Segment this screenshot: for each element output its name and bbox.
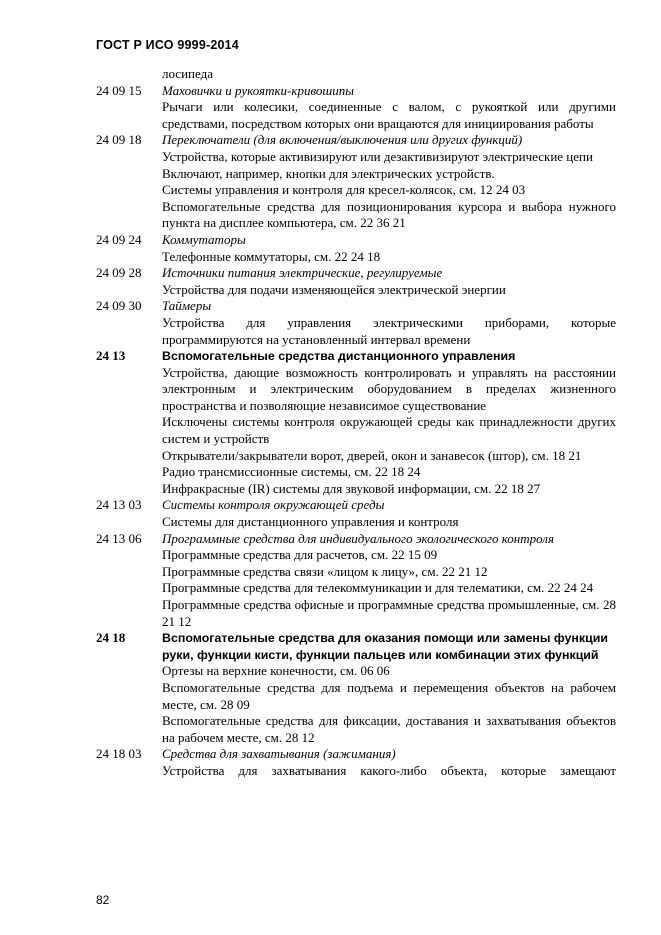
entry-code: 24 13 06 <box>96 530 142 546</box>
continuation-text: лосипеда <box>162 66 213 81</box>
entry-paragraph: Устройства для управления электрическими приборами, которые программируются на установленный интервал времени <box>162 314 616 347</box>
entry-paragraph: Рычаги или колесики, соединенные с валом, с рукояткой или другими средствами, посредством которых они вращаются для инициирования работы <box>162 99 616 131</box>
entry-240918 <box>96 132 616 232</box>
entry-240924 <box>96 232 616 265</box>
entry-code: 24 09 28 <box>96 265 142 281</box>
entry-240915 <box>96 83 616 133</box>
entry-paragraph: Системы управления и контроля для кресел-колясок, см. 12 24 03 <box>162 182 526 198</box>
entry-code: 24 13 03 <box>96 497 142 513</box>
entry-title: Вспомогательные средства для оказания помощи или замены функции руки, функции кисти, функции пальцев или комбинации этих функций <box>162 631 608 662</box>
page-number: 82 <box>96 893 110 907</box>
entry-paragraph: Устройства, дающие возможность контролировать и управлять на расстоянии электронным и электрическим оборудованием в пределах жизненного пространства и позволяющие независимое существование <box>162 364 616 413</box>
entry-code: 24 09 18 <box>96 132 142 148</box>
entry-code: 24 13 <box>96 348 126 364</box>
entry-paragraph: Ортезы на верхние конечности, см. 06 06 <box>162 663 390 679</box>
entry-paragraph: Устройства для захватывания какого-либо объекта, которые замещают <box>162 762 616 778</box>
entry-241803 <box>96 746 616 779</box>
entry-241303 <box>96 497 616 530</box>
entry-paragraph: Включают, например, кнопки для электрических устройств. <box>162 165 495 181</box>
entry-paragraph: Устройства для подачи изменяющейся электрической энергии <box>162 281 506 297</box>
entry-paragraph: Открыватели/закрыватели ворот, дверей, окон и занавесок (штор), см. 18 21 <box>162 447 582 463</box>
entry-paragraph: Устройства, которые активизируют или дезактивизируют электрические цепи <box>162 148 593 164</box>
entry-code: 24 18 <box>96 630 126 646</box>
entry-title: Маховички и рукоятки-кривошипы <box>162 82 355 98</box>
entry-paragraph: Программные средства связи «лицом к лицу», см. 22 21 12 <box>162 563 488 579</box>
entry-title: Переключатели (для включения/выключения или других функций) <box>162 132 523 148</box>
entry-paragraph: Программные средства для телекоммуникации и для телематики, см. 22 24 24 <box>162 580 594 596</box>
entry-paragraph: Телефонные коммутаторы, см. 22 24 18 <box>162 248 381 264</box>
entry-241306 <box>96 531 616 631</box>
entry-title: Таймеры <box>162 298 212 314</box>
entry-paragraph: Инфракрасные (IR) системы для звуковой информации, см. 22 18 27 <box>162 480 541 496</box>
entry-code: 24 09 24 <box>96 231 142 247</box>
entry-title: Средства для захватывания (зажимания) <box>162 746 396 762</box>
entry-paragraph: Системы для дистанционного управления и контроля <box>162 514 459 530</box>
entry-2413 <box>96 348 616 497</box>
entry-code: 24 09 30 <box>96 298 142 314</box>
entry-paragraph: Программные средства для расчетов, см. 22 15 09 <box>162 547 438 563</box>
entry-title: Вспомогательные средства дистанционного управления <box>162 349 516 364</box>
document-body <box>96 66 616 780</box>
entry-paragraph: Программные средства офисные и программные средства промышленные, см. 28 21 12 <box>162 597 616 629</box>
entry-paragraph: Радио трансмиссионные системы, см. 22 18 24 <box>162 464 421 480</box>
entry-title: Системы контроля окружающей среды <box>162 497 385 513</box>
entry-240930 <box>96 298 616 348</box>
entry-paragraph: Вспомогательные средства для подъема и перемещения объектов на рабочем месте, см. 28 09 <box>162 679 616 712</box>
entry-2418 <box>96 630 616 746</box>
continuation-line <box>96 66 616 83</box>
entry-title: Программные средства для индивидуального экологического контроля <box>162 530 554 546</box>
entry-240928 <box>96 265 616 298</box>
entry-title: Коммутаторы <box>162 231 246 247</box>
entry-paragraph: Исключены системы контроля окружающей среды как принадлежности других систем и устройств <box>162 414 616 447</box>
entry-title: Источники питания электрические, регулируемые <box>162 265 443 281</box>
entry-paragraph: Вспомогательные средства для позиционирования курсора и выбора нужного пункта на дисплее компьютера, см. 22 36 21 <box>162 198 616 231</box>
entry-code: 24 18 03 <box>96 746 142 762</box>
entry-paragraph: Вспомогательные средства для фиксации, доставания и захватывания объектов на рабочем месте, см. 28 12 <box>162 713 616 745</box>
entry-code: 24 09 15 <box>96 82 142 98</box>
document-header: ГОСТ Р ИСО 9999-2014 <box>96 38 239 52</box>
